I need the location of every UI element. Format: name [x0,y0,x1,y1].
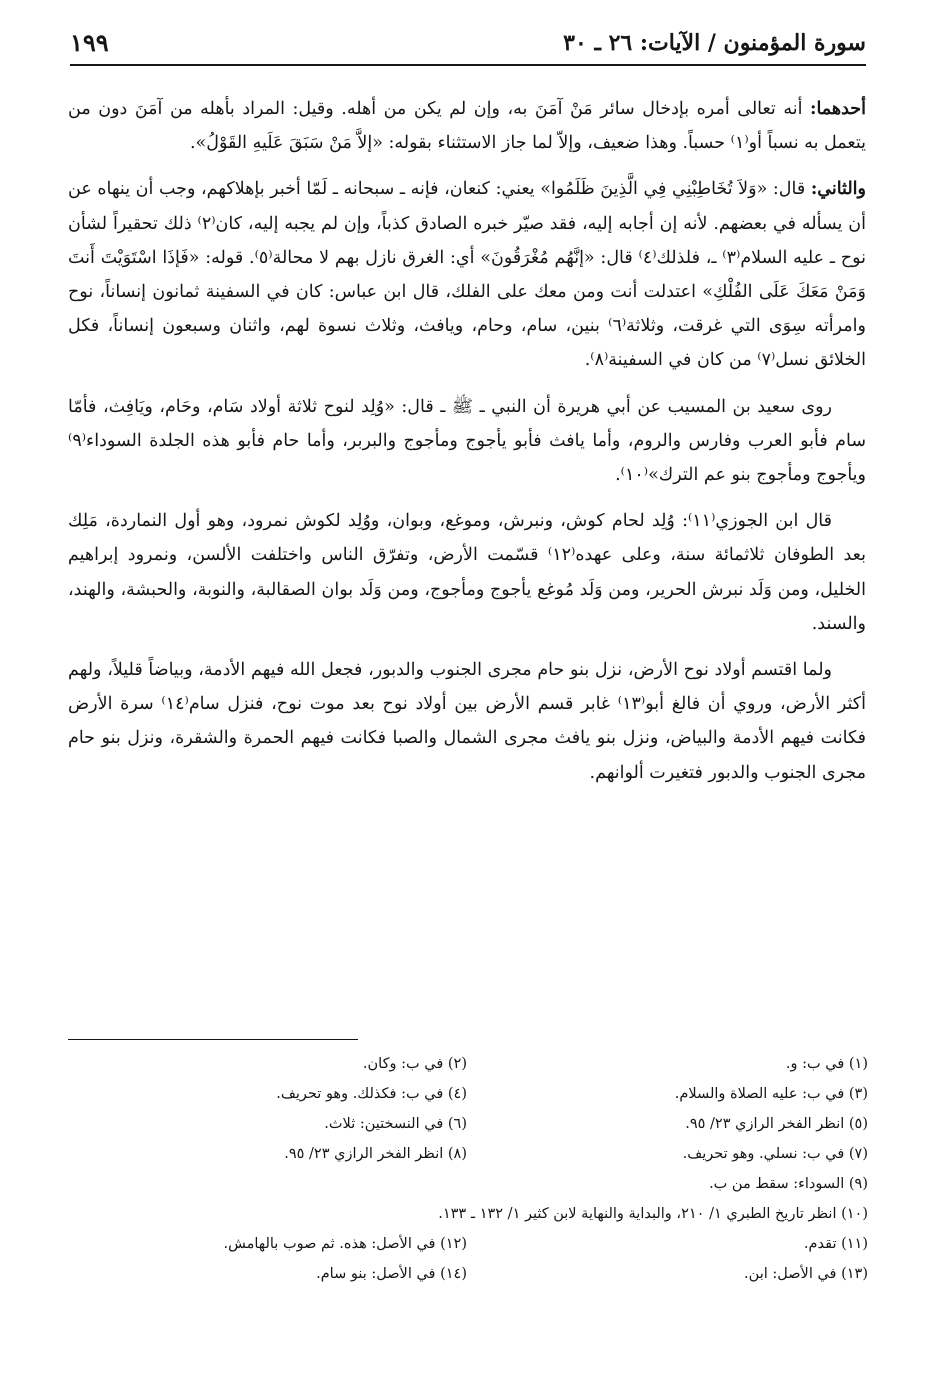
footnote-9: (٩) السوداء: سقط من ب. [709,1176,868,1192]
footnote-row [66,1229,868,1259]
running-header [70,30,866,70]
paragraph-hadith [68,390,866,493]
footnotes [66,1049,868,1289]
paragraph-ibn-aljawzi [68,504,866,641]
footnote-10: (١٠) انظر تاريخ الطبري ١/ ٢١٠، والبداية والنهاية لابن كثير ١/ ١٣٢ ـ ١٣٣. [438,1206,868,1222]
footnote-row [66,1169,868,1199]
paragraph-text: روى سعيد بن المسيب عن أبي هريرة أن النبي ـ ﷺ ـ قال: «وُلِد لنوح ثلاثة أولاد سَام، وحَام، ويَافِث، فأمّا سام فأبو العرب وفارس والروم، وأما يافث فأبو يأجوج ومأجوج والبربر، وأما حام فأبو هذه الجلدة السوداء⁽٩⁾ ويأجوج ومأجوج بنو عم الترك»⁽١٠⁾. [68,396,866,486]
footnote-2: (٢) في ب: وكان. [362,1056,467,1072]
footnote-3: (٣) في ب: عليه الصلاة والسلام. [674,1086,868,1102]
footnote-12: (١٢) في الأصل: هذه. ثم صوب بالهامش. [223,1236,467,1252]
footnote-11: (١١) تقدم. [803,1236,868,1252]
footnote-row [66,1049,868,1079]
footnote-7: (٧) في ب: نسلي. وهو تحريف. [682,1146,868,1162]
header-rule [70,64,866,66]
paragraph-text: ولما اقتسم أولاد نوح الأرض، نزل بنو حام مجرى الجنوب والدبور، فجعل الله فيهم الأدمة، وبياضاً قليلاً، ولهم أكثر الأرض، وروي أن فالغ أبو⁽١٣⁾ غابر قسم الأرض بين أولاد نوح بعد موت نوح، فنزل سام⁽١٤⁾ سرة الأرض فكانت فيهم الأدمة والبياض، ونزل بنو يافث مجرى الشمال والصبا فكانت فيهم الحمرة والشقرة، ونزل بنو حام مجرى الجنوب والدبور فتغيرت ألوانهم. [68,660,866,783]
paragraph-second-view [68,172,866,377]
surah-title: سورة المؤمنون / الآيات: ٢٦ ـ ٣٠ [563,30,866,56]
footnote-row [66,1199,868,1229]
footnote-row [66,1109,868,1139]
paragraph-text: قال ابن الجوزي⁽١١⁾: وُلِد لحام كوش، ونبرش، وموغع، وبوان، ووُلِد لكوش نمرود، وهو أول النماردة، مَلِك بعد الطوفان ثلاثمائة سنة، وعلى عهده⁽١٢⁾ قسّمت الأرض، وتفرّق الناس واختلفت الألسن، ونمرود إبراهيم الخليل، ومن وَلَد نبرش الحرير، ومن وَلَد مُوغع يأجوج ومأجوج، ومن وَلَد بوان الصقالبة، والنوبة، والحبشة، والهند، والسند. [68,511,866,634]
footnote-4: (٤) في ب: فكذلك. وهو تحريف. [276,1086,467,1102]
footnote-row [66,1139,868,1169]
paragraph-first-view [68,92,866,160]
footnote-separator [68,1039,358,1040]
footnote-6: (٦) في النسختين: ثلاث. [324,1116,467,1132]
paragraph-text: أنه تعالى أمره بإدخال سائر مَنْ آمَنَ به، وإن لم يكن من أهله. وقيل: المراد بأهله من آمَنَ دون من يتعمل به نسباً أو⁽١⁾ حسباً. وهذا ضعيف، وإلاّ لما جاز الاستثناء بقوله: «إلاَّ مَنْ سَبَقَ عَلَيهِ القَوْلُ». [68,99,866,154]
paragraph-lead: أحدهما: [809,99,866,119]
footnote-1: (١) في ب: و. [785,1056,868,1072]
page-number: ١٩٩ [70,28,109,57]
footnote-13: (١٣) في الأصل: ابن. [744,1266,868,1282]
footnote-8: (٨) انظر الفخر الرازي ٢٣/ ٩٥. [284,1146,467,1162]
footnote-row [66,1259,868,1289]
paragraph-lead: والثاني: [810,179,866,200]
main-text [68,92,866,802]
paragraph-division-of-earth [68,653,866,790]
footnote-14: (١٤) في الأصل: بنو سام. [316,1266,467,1282]
footnote-5: (٥) انظر الفخر الرازي ٢٣/ ٩٥. [685,1116,868,1132]
paragraph-text: قال: «وَلاَ تُخَاطِبْنِي فِي الَّذِينَ ظَلَمُوا» يعني: كنعان، فإنه ـ سبحانه ـ لَمّا أخبر بإهلاكهم، وجب أن ينهاه عن أن يسأله في بعضهم. لأنه إن أجابه إليه، فقد صيّر خبره الصادق كذباً، وإن لم يجبه إليه، كان⁽٢⁾ ذلك تحقيراً لشأن نوح ـ عليه السلام⁽٣⁾ ـ، فلذلك⁽٤⁾ قال: «إنَّهُم مُغْرَقُونَ» أي: الغرق نازل بهم لا محالة⁽٥⁾. قوله: «فَإذَا اسْتَوَيْتَ أَنتَ وَمَنْ مَعَكَ عَلَى الفُلْكِ» اعتدلت أنت ومن معك على الفلك، قال ابن عباس: كان في السفينة ثمانون إنساناً، نوح وامرأته سِوَى التي غرقت، وثلاثة⁽٦⁾ بنين، سام، وحام، ويافث، وثلاث نسوة لهم، واثنان وسبعون إنساناً، فكل الخلائق نسل⁽٧⁾ من كان في السفينة⁽٨⁾. [68,179,866,371]
footnote-row [66,1079,868,1109]
